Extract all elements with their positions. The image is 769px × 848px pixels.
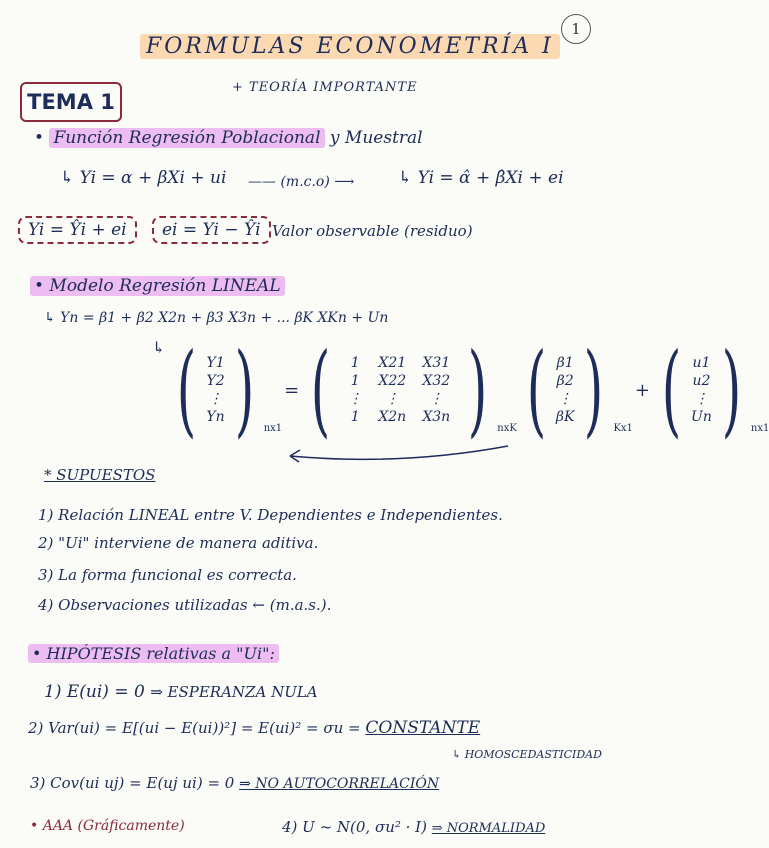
beta-vector-entries <box>556 354 575 426</box>
u-dimension: nx1 <box>750 423 769 434</box>
x-dimension: nxK <box>497 423 517 434</box>
u-vector-entries <box>691 354 712 426</box>
paren-close: ) <box>234 331 254 448</box>
x-entry: X31 <box>422 355 451 371</box>
method-arrow: ⟶ <box>334 174 355 190</box>
paren-close: ) <box>721 331 742 448</box>
page-title-text: FORMULAS ECONOMETRÍA I <box>140 34 560 59</box>
beta-entry: β2 <box>556 373 574 389</box>
hypothesis-2 <box>28 718 480 738</box>
h2-formula: 2) Var(ui) = E[(ui − E(ui))²] = E(ui)² = σu = <box>28 719 361 737</box>
graphic-note: • AAA (Gráficamente) <box>30 818 185 834</box>
x-entry: ⋮ <box>429 391 444 407</box>
hypothesis-1 <box>44 682 318 702</box>
x-entry: ⋮ <box>348 391 363 407</box>
linear-model-equation: ↳ Yn = β1 + β2 X2n + β3 X3n + ... βK XKn + Un <box>44 310 389 326</box>
h1-result: ⇒ ESPERANZA NULA <box>150 683 318 701</box>
method-text: (m.c.o) <box>280 174 330 190</box>
paren-open: ( <box>177 331 197 448</box>
y-dimension: nx1 <box>263 423 283 434</box>
beta-entry: ⋮ <box>558 391 573 407</box>
hipotesis-heading-text: • HIPÓTESIS relativas a "Ui": <box>28 644 279 663</box>
section1-heading-suffix: y Muestral <box>329 128 423 148</box>
beta-entry: β1 <box>556 355 574 371</box>
beta-vector <box>517 331 633 448</box>
section2-heading-text: • Modelo Regresión LINEAL <box>30 276 285 296</box>
h3-formula: 3) Cov(ui uj) = E(uj ui) = 0 <box>30 774 235 792</box>
y-entry: Y1 <box>206 355 225 371</box>
y-entry: Yn <box>206 409 225 425</box>
x-entry: X32 <box>422 373 451 389</box>
paren-close: ) <box>584 331 604 448</box>
x-matrix <box>301 331 517 448</box>
paren-open: ( <box>526 331 547 448</box>
bullet: • <box>34 128 45 148</box>
page-number: 1 <box>561 14 591 44</box>
equals-sign: = <box>284 379 300 401</box>
box-observed-equation: Yi = Ŷi + ei <box>18 216 137 244</box>
y-entry: ⋮ <box>208 391 223 407</box>
box-residual-equation: ei = Yi − Ŷi <box>152 216 271 244</box>
method-label <box>248 174 354 190</box>
supuesto-item: 2) "Ui" interviene de manera aditiva. <box>38 534 319 552</box>
u-entry: u1 <box>692 355 711 371</box>
residual-note: Valor observable (residuo) <box>272 222 473 240</box>
section2-heading <box>30 276 285 296</box>
matrix-form <box>152 332 769 448</box>
supuesto-item: 3) La forma funcional es correcta. <box>38 566 297 584</box>
paren-open: ( <box>311 331 331 448</box>
section1-heading <box>34 128 423 148</box>
y-vector-entries <box>206 354 224 426</box>
hypothesis-4 <box>282 818 545 836</box>
y-entry: Y2 <box>206 373 225 389</box>
hipotesis-heading <box>28 644 279 663</box>
supuestos-heading: * SUPUESTOS <box>44 466 156 484</box>
tema-box: TEMA 1 <box>20 82 122 122</box>
x-entry: ⋮ <box>385 391 400 407</box>
hypothesis-3 <box>30 774 439 792</box>
page-title <box>140 34 560 59</box>
x-entry: 1 <box>350 355 360 371</box>
h2-note: ↳ HOMOSCEDASTICIDAD <box>452 748 602 761</box>
sample-equation: ↳ Yi = α̂ + β̂Xi + ei <box>398 168 564 188</box>
x-entry: X3n <box>422 409 451 425</box>
h1-formula: 1) E(ui) = 0 <box>44 682 145 702</box>
h2-result: CONSTANTE <box>365 718 481 738</box>
u-vector <box>652 331 769 448</box>
population-equation: ↳ Yi = α + βXi + ui <box>60 168 227 188</box>
x-entry: X22 <box>378 373 407 389</box>
x-matrix-entries <box>340 354 458 426</box>
matrix-arrow: ↳ <box>152 338 166 357</box>
h4-result: ⇒ NORMALIDAD <box>431 821 546 836</box>
supuesto-item: 1) Relación LINEAL entre V. Dependientes e Independientes. <box>38 506 503 524</box>
x-entry: 1 <box>350 409 360 425</box>
h3-result: ⇒ NO AUTOCORRELACIÓN <box>239 776 440 792</box>
method-line: —— <box>248 174 281 190</box>
paren-open: ( <box>661 331 682 448</box>
page-subtitle: + TEORÍA IMPORTANTE <box>232 80 418 95</box>
u-entry: Un <box>691 409 712 425</box>
section1-heading-text: Función Regresión Poblacional <box>49 128 324 148</box>
h4-formula: 4) U ~ N(0, σu² · I) <box>282 818 427 836</box>
beta-entry: βK <box>555 409 575 425</box>
plus-sign: + <box>634 379 651 401</box>
u-entry: ⋮ <box>694 391 709 407</box>
long-arrow-icon <box>280 442 510 466</box>
supuesto-item: 4) Observaciones utilizadas ← (m.a.s.). <box>38 596 332 614</box>
x-entry: 1 <box>350 373 360 389</box>
paren-close: ) <box>468 331 488 448</box>
beta-dimension: Kx1 <box>613 423 633 434</box>
x-entry: X2n <box>378 409 407 425</box>
u-entry: u2 <box>692 373 711 389</box>
x-entry: X21 <box>378 355 407 371</box>
y-vector <box>167 331 283 448</box>
